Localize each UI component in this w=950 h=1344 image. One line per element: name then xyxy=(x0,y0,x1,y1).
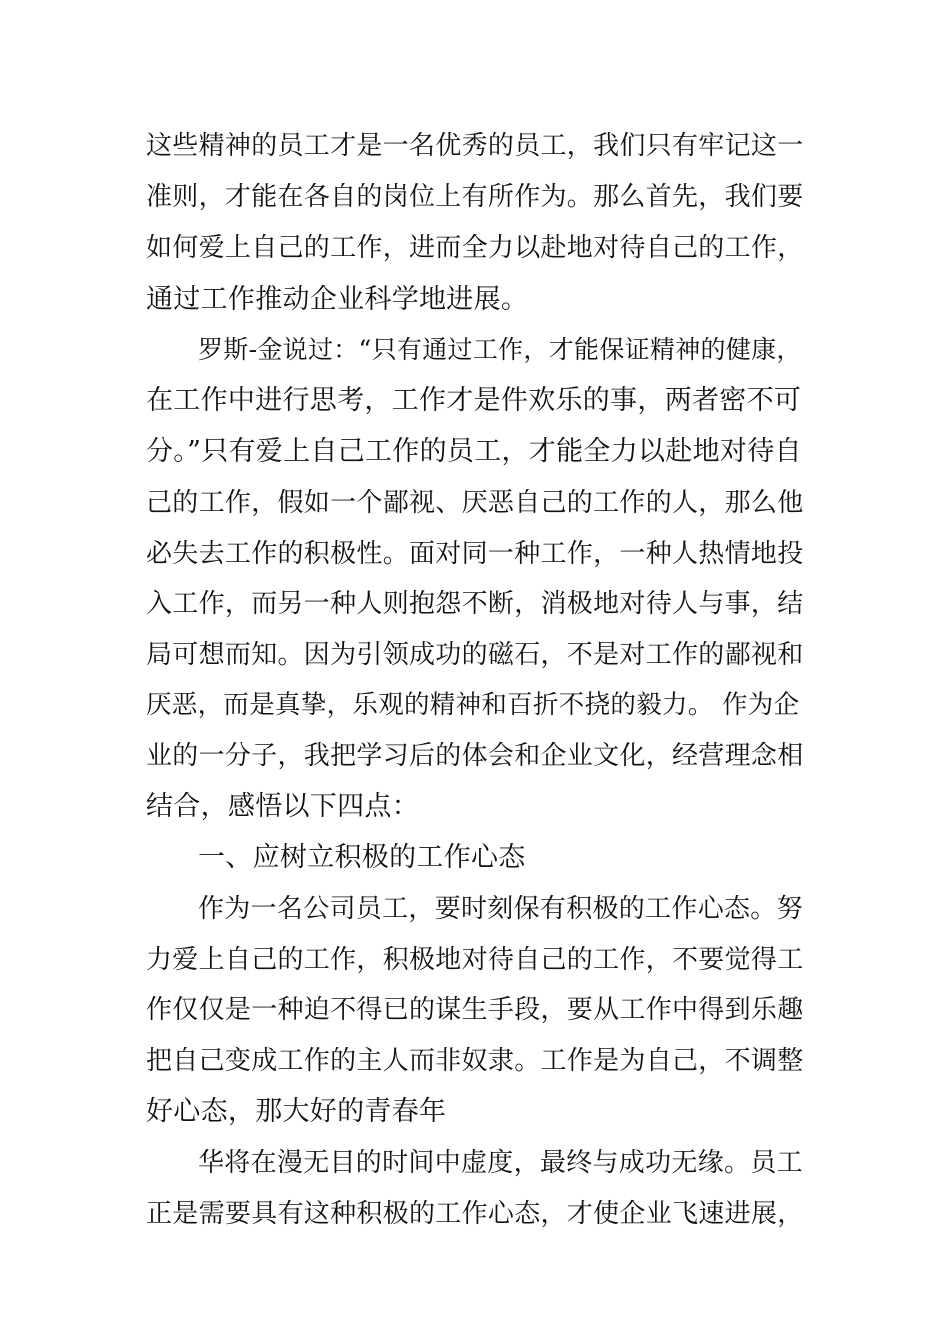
text-line: 作仅仅是一种迫不得已的谋生手段，要从工作中得到乐趣 xyxy=(146,995,804,1025)
text-line: 在工作中进行思考，工作才是件欢乐的事，两者密不可 xyxy=(146,385,802,416)
text-line: 入工作，而另一种人则抱怨不断，消极地对待人与事，结 xyxy=(146,589,804,619)
section-heading: 一、应树立积极的工作心态 xyxy=(198,842,526,873)
text-line: 分。”只有爱上自己工作的员工，才能全力以赴地对待自 xyxy=(146,436,802,467)
text-line: 好心态，那大好的青春年 xyxy=(146,1096,447,1127)
text-line: 厌恶，而是真挚，乐观的精神和百折不挠的毅力。 作为企 xyxy=(146,690,800,720)
text-line: 业的一分子，我把学习后的体会和企业文化，经营理念相 xyxy=(146,741,804,771)
text-line: 把自己变成工作的主人而非奴隶。工作是为自己，不调整 xyxy=(146,1046,804,1076)
text-line: 必失去工作的积极性。面对同一种工作，一种人热情地投 xyxy=(146,539,804,569)
text-line: 结合，感悟以下四点： xyxy=(146,791,419,822)
text-line: 罗斯-金说过：“只有通过工作，才能保证精神的健康， xyxy=(198,335,802,364)
text-line: 这些精神的员工才是一名优秀的员工，我们只有牢记这一 xyxy=(146,131,804,161)
text-line: 正是需要具有这种积极的工作心态，才使企业飞速进展， xyxy=(146,1199,804,1229)
text-line: 通过工作推动企业科学地进展。 xyxy=(146,284,529,315)
text-line: 作为一名公司员工，要时刻保有积极的工作心态。努 xyxy=(198,894,803,924)
text-line: 力爱上自己的工作，积极地对待自己的工作，不要觉得工 xyxy=(146,945,804,975)
text-line: 己的工作，假如一个鄙视、厌恶自己的工作的人，那么他 xyxy=(146,488,804,518)
text-line: 如何爱上自己的工作，进而全力以赴地对待自己的工作， xyxy=(146,233,804,263)
text-line: 华将在漫无目的时间中虚度，最终与成功无缘。员工 xyxy=(198,1148,803,1178)
text-line: 局可想而知。因为引领成功的磁石，不是对工作的鄙视和 xyxy=(146,640,804,670)
text-line: 准则，才能在各自的岗位上有所作为。那么首先，我们要 xyxy=(146,182,804,212)
